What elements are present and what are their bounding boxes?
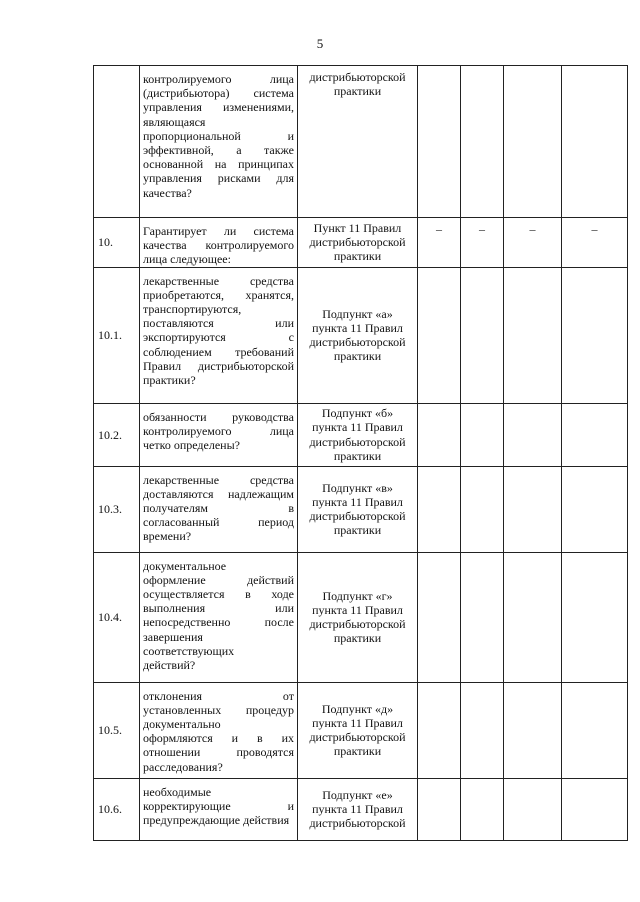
answer-note-cell[interactable] — [562, 66, 628, 218]
reference-line: пункта 11 Правил — [312, 320, 403, 335]
question-line: необходимые — [143, 784, 212, 799]
question-line: лекарственные средства — [143, 472, 294, 487]
question-line: транспортируются, — [143, 302, 242, 317]
answer-yes-cell[interactable] — [418, 552, 461, 682]
question-cell — [140, 218, 298, 268]
question-cell — [140, 552, 298, 682]
question-line: эффективной, а также — [143, 143, 294, 158]
reference-line: дистрибьюторской — [309, 70, 406, 84]
question-line: практики? — [143, 373, 196, 388]
question-line: выполнения или — [143, 601, 294, 616]
question-line: доставляются надлежащим — [143, 486, 294, 501]
legal-reference-cell — [298, 218, 418, 268]
question-line: документальное — [143, 558, 227, 573]
answer-no-cell[interactable] — [461, 682, 504, 778]
answer-note-cell[interactable] — [562, 552, 628, 682]
question-line: соблюдением требований — [143, 344, 294, 359]
row-number — [94, 66, 140, 218]
answer-note-cell[interactable] — [562, 466, 628, 552]
question-line: оформляются и в их — [143, 731, 294, 746]
reference-line: практики — [333, 523, 382, 538]
question-line: Правил дистрибьюторской — [143, 358, 294, 373]
answer-na-cell[interactable] — [504, 66, 562, 218]
reference-line: пункта 11 Правил — [312, 715, 403, 730]
question-line: времени? — [143, 529, 192, 544]
question-line: отношении проводятся — [143, 745, 294, 760]
question-line: расследования? — [143, 759, 223, 774]
question-line: качества? — [143, 185, 192, 200]
answer-yes-cell[interactable]: – — [418, 218, 461, 268]
table-row — [94, 218, 628, 268]
reference-line: практики — [333, 249, 382, 264]
reference-line: дистрибьюторской — [309, 816, 406, 831]
reference-line: практики — [333, 84, 382, 99]
answer-na-cell[interactable] — [504, 466, 562, 552]
table-row — [94, 778, 628, 840]
question-line: завершения — [143, 629, 203, 644]
reference-line: дистрибьюторской — [309, 335, 406, 350]
reference-line: практики — [333, 448, 382, 463]
answer-na-cell[interactable] — [504, 778, 562, 840]
question-line: предупреждающие действия — [143, 813, 290, 828]
question-line: поставляются или — [143, 316, 294, 331]
question-line: отклонения от — [143, 688, 294, 703]
question-cell — [140, 682, 298, 778]
question-line: установленных процедур — [143, 702, 294, 717]
reference-line: Подпункт «б» — [321, 406, 394, 421]
answer-no-cell[interactable]: – — [461, 218, 504, 268]
answer-no-cell[interactable] — [461, 552, 504, 682]
reference-line: Подпункт «д» — [321, 701, 394, 716]
reference-line: дистрибьюторской — [309, 730, 406, 745]
question-cell — [140, 66, 298, 218]
question-cell — [140, 267, 298, 403]
question-cell — [140, 778, 298, 840]
reference-line: Подпункт «е» — [322, 787, 393, 802]
legal-reference-cell — [298, 466, 418, 552]
question-line: соответствующих — [143, 643, 235, 658]
row-number: 10.3. — [94, 466, 140, 552]
question-line: действий? — [143, 658, 196, 673]
question-line: непосредственно после — [143, 615, 294, 630]
question-line: являющаяся — [143, 114, 206, 129]
answer-yes-cell[interactable] — [418, 267, 461, 403]
question-line: документально — [143, 717, 221, 732]
answer-note-cell[interactable] — [562, 682, 628, 778]
row-number: 10.1. — [94, 267, 140, 403]
question-line: качества контролируемого — [143, 238, 294, 253]
question-line: оформление действий — [143, 572, 294, 587]
table-row — [94, 403, 628, 466]
answer-note-cell[interactable] — [562, 778, 628, 840]
table-row — [94, 66, 628, 218]
reference-line: Подпункт «г» — [322, 588, 393, 603]
legal-reference-cell — [298, 66, 418, 218]
reference-line: дистрибьюторской — [309, 434, 406, 449]
checklist-table — [93, 65, 628, 841]
question-line: экспортируются с — [143, 330, 294, 345]
reference-line: практики — [333, 744, 382, 759]
table-row — [94, 682, 628, 778]
reference-line: пункта 11 Правил — [312, 802, 403, 816]
answer-na-cell[interactable] — [504, 403, 562, 466]
answer-no-cell[interactable] — [461, 403, 504, 466]
answer-yes-cell[interactable] — [418, 403, 461, 466]
answer-na-cell[interactable] — [504, 682, 562, 778]
answer-note-cell[interactable]: – — [562, 218, 628, 268]
answer-no-cell[interactable] — [461, 466, 504, 552]
legal-reference-cell — [298, 778, 418, 840]
question-line: (дистрибьютора) система — [143, 86, 294, 101]
table-row — [94, 466, 628, 552]
question-cell — [140, 403, 298, 466]
answer-na-cell[interactable] — [504, 267, 562, 403]
reference-line: дистрибьюторской — [309, 617, 406, 632]
checklist-body — [94, 66, 628, 841]
reference-line: пункта 11 Правил — [312, 602, 403, 617]
reference-line: практики — [333, 631, 382, 646]
table-row — [94, 552, 628, 682]
question-line: обязанности руководства — [143, 409, 294, 424]
answer-yes-cell[interactable] — [418, 682, 461, 778]
answer-yes-cell[interactable] — [418, 466, 461, 552]
row-number: 10.5. — [94, 682, 140, 778]
answer-yes-cell[interactable] — [418, 778, 461, 840]
row-number: 10. — [94, 218, 140, 268]
page-number: 5 — [316, 36, 324, 51]
question-line: лекарственные средства — [143, 273, 294, 288]
reference-line: практики — [333, 349, 382, 364]
question-line: основанной на принципах — [143, 157, 294, 172]
question-line: лица следующее: — [143, 252, 231, 267]
question-cell — [140, 466, 298, 552]
row-number: 10.4. — [94, 552, 140, 682]
question-line: Гарантирует ли система — [143, 224, 294, 238]
legal-reference-cell — [298, 552, 418, 682]
question-line: пропорциональной и — [143, 128, 294, 143]
answer-na-cell[interactable] — [504, 552, 562, 682]
row-number: 10.2. — [94, 403, 140, 466]
question-line: корректирующие и — [143, 798, 294, 813]
question-line: осуществляется в ходе — [143, 587, 294, 602]
question-line: получателям в — [143, 501, 294, 516]
answer-no-cell[interactable] — [461, 66, 504, 218]
answer-note-cell[interactable] — [562, 267, 628, 403]
reference-line: пункта 11 Правил — [312, 420, 403, 435]
question-line: приобретаются, хранятся, — [143, 287, 294, 302]
answer-na-cell[interactable]: – — [504, 218, 562, 268]
question-line: управления рисками для — [143, 171, 294, 186]
answer-yes-cell[interactable] — [418, 66, 461, 218]
answer-no-cell[interactable] — [461, 778, 504, 840]
reference-line: Подпункт «в» — [322, 480, 393, 495]
answer-note-cell[interactable] — [562, 403, 628, 466]
legal-reference-cell — [298, 403, 418, 466]
answer-no-cell[interactable] — [461, 267, 504, 403]
question-line: контролируемого лица — [143, 423, 294, 438]
reference-line: Подпункт «а» — [322, 306, 393, 321]
question-line: контролируемого лица — [143, 72, 294, 86]
reference-line: дистрибьюторской — [309, 235, 406, 250]
question-line: согласованный период — [143, 515, 294, 530]
reference-line: пункта 11 Правил — [312, 494, 403, 509]
reference-line: Пункт 11 Правил — [313, 221, 402, 235]
question-line: управления изменениями, — [143, 100, 294, 115]
table-row — [94, 267, 628, 403]
question-line: четко определены? — [143, 438, 240, 453]
reference-line: дистрибьюторской — [309, 509, 406, 524]
row-number: 10.6. — [94, 778, 140, 840]
legal-reference-cell — [298, 267, 418, 403]
legal-reference-cell — [298, 682, 418, 778]
